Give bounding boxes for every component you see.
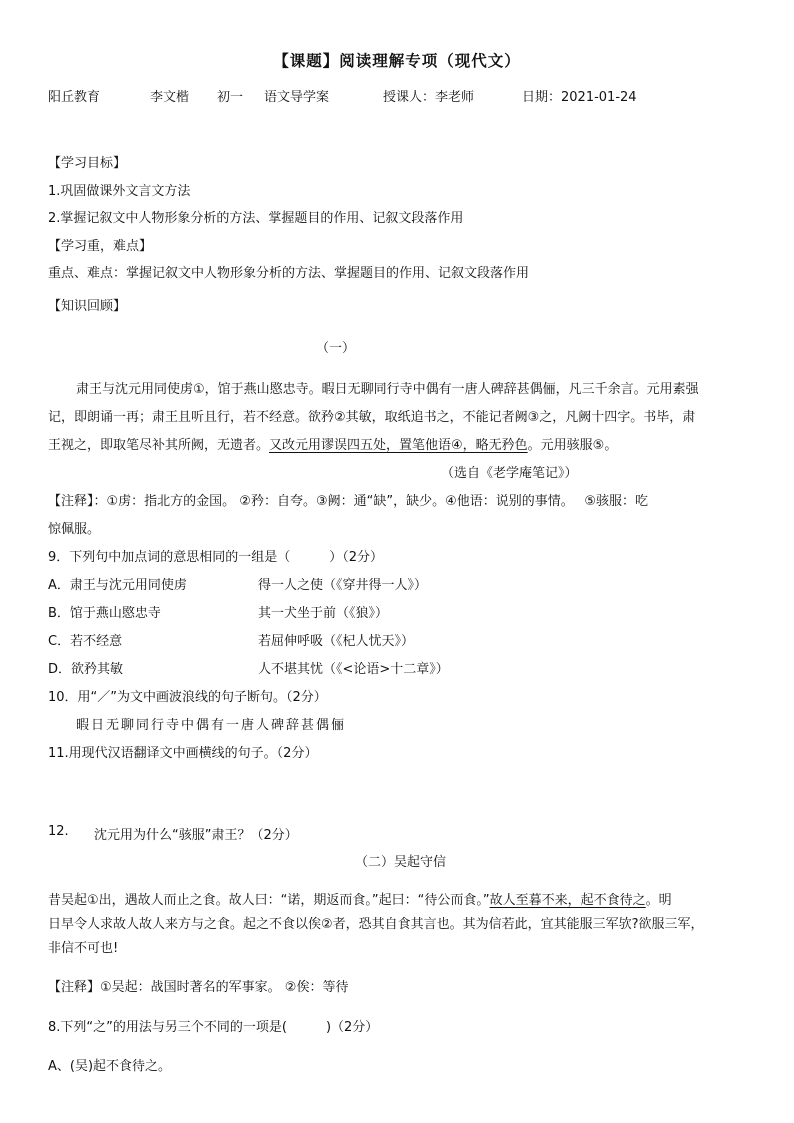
underlined-sentence-1: 又改元用谬误四五处，置笔他语④，略无矜色	[269, 438, 528, 453]
q9-option-a-left: A．肃王与沈元用同使虏	[48, 578, 187, 593]
meta-author: 李文楷	[150, 90, 190, 105]
passage1-line-3-start: 王视之，即取笔尽补其所阙，无遗者。	[48, 438, 270, 453]
passage2-line-3: 非信不可也!	[48, 941, 119, 956]
q9-option-b-right: 其一犬坐于前（《狼》）	[258, 606, 389, 621]
section1-heading: （一）	[316, 341, 356, 356]
passage2-line-1-end: 。明	[645, 893, 672, 908]
q9-option-c-left: C．若不经意	[48, 634, 123, 649]
q10-sentence: 暇日无聊同行寺中偶有一唐人碑辞甚偶俪	[76, 718, 347, 733]
q9-option-d-right: 人不堪其忧（《<论语>十二章》）	[258, 662, 449, 677]
notes1-line-2: 惊佩服。	[48, 522, 101, 537]
notes2: 【注释】①吴起：战国时著名的军事家。 ②俟：等待	[48, 980, 349, 995]
q9-option-a-right: 得一人之使（《穿井得一人》）	[258, 578, 428, 593]
meta-doc-type: 语文导学案	[264, 90, 330, 105]
question-8: 8.下列“之”的用法与另三个不同的一项是( )（2分）	[48, 1020, 379, 1035]
passage1-source: （选自《老学庵笔记》）	[441, 466, 578, 481]
question-9: 9．下列句中加点词的意思相同的一组是（ ）（2分）	[48, 550, 384, 565]
passage1-line-3	[48, 434, 617, 453]
goal-item-2: 2.掌握记叙文中人物形象分析的方法、掌握题目的作用、记叙文段落作用	[48, 211, 464, 226]
question-12-number: 12.	[48, 824, 69, 839]
passage1-line-1: 肃王与沈元用同使虏①，馆于燕山愍忠寺。暇日无聊同行寺中偶有一唐人碑辞甚偶俪，凡三千余言。元用素强	[76, 382, 699, 397]
goals-heading: 【学习目标】	[48, 156, 127, 171]
review-heading: 【知识回顾】	[48, 299, 127, 314]
q9-option-b-left: B．馆于燕山愍忠寺	[48, 606, 161, 621]
meta-grade: 初一	[217, 90, 244, 105]
meta-org: 阳丘教育	[48, 90, 101, 105]
question-11: 11.用现代汉语翻译文中画横线的句子。（2分）	[48, 746, 318, 761]
question-12: 沈元用为什么“骇服”肃王？（2分）	[94, 828, 298, 843]
q8-option-a: A、(吴)起不食待之。	[48, 1059, 172, 1074]
section2-heading: （二）吴起守信	[355, 855, 447, 870]
keypoints-heading: 【学习重，难点】	[48, 239, 153, 254]
passage2-line-2: 日早令人求故人故人来方与之食。起之不食以俟②者，恐其自食其言也。其为信若此，宜其能服三军欤?欲服三军，	[48, 917, 704, 932]
question-10: 10．用“／”为文中画波浪线的句子断句。（2分）	[48, 690, 327, 705]
passage1-line-2: 记，即朗诵一再；肃王且听且行，若不经意。欲矜②其敏，取纸追书之，不能记者阙③之，凡阙十四字。书毕，肃	[48, 410, 696, 425]
meta-teacher: 授课人：李老师	[383, 90, 475, 105]
passage2-line-1-start: 昔吴起①出，遇故人而止之食。故人曰：“诺，期返而食。”起曰：“待公而食。”	[48, 893, 490, 908]
underlined-sentence-2: 故人至暮不来，起不食待之	[489, 893, 646, 908]
page-title: 【课题】阅读理解专项（现代文）	[273, 52, 521, 70]
meta-date: 日期：2021-01-24	[522, 90, 637, 105]
passage2-line-1	[48, 889, 672, 908]
q9-option-d-left: D．欲矜其敏	[48, 662, 124, 677]
keypoints-text: 重点、难点：掌握记叙文中人物形象分析的方法、掌握题目的作用、记叙文段落作用	[48, 266, 530, 281]
goal-item-1: 1.巩固做课外文言文方法	[48, 184, 191, 199]
notes1-line-1: 【注释】：①虏：指北方的金国。 ②矜：自夸。③阙：通“缺”，缺少。④他语：说别的事情。 ⑤骇服：吃	[48, 494, 649, 509]
passage1-line-3-end: 。元用骇服⑤。	[527, 438, 618, 453]
q9-option-c-right: 若屈伸呼吸（《杞人忧天》）	[258, 634, 415, 649]
